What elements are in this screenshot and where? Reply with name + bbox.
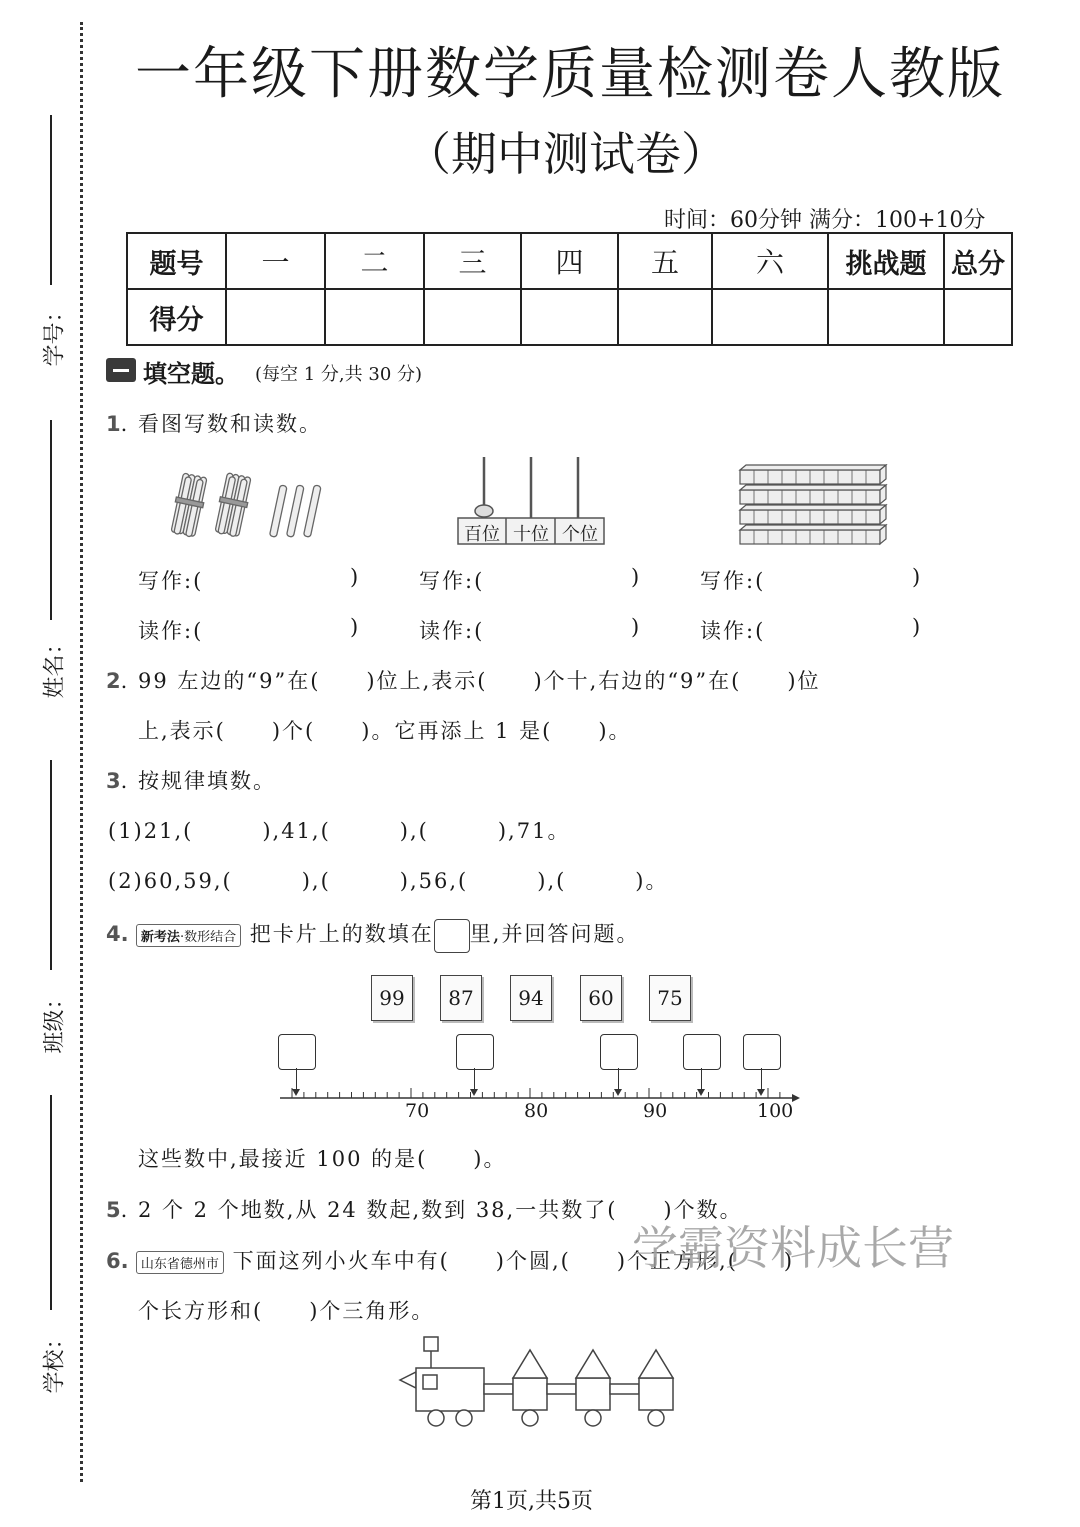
number-card: 60 xyxy=(580,975,622,1021)
score-header-cell: 一 xyxy=(226,233,325,289)
question-6: 6. 山东省德州市 下面这列小火车中有( )个圆,( )个正方形,( ) xyxy=(106,1249,795,1273)
axis-label-100: 100 xyxy=(757,1100,794,1122)
section-title: 填空题。 xyxy=(143,360,239,388)
score-table-header-row xyxy=(127,233,1012,289)
write-label-1: 写作:( xyxy=(138,569,204,593)
read-close-1: ) xyxy=(350,615,361,639)
class-line xyxy=(50,760,52,970)
read-close-2: ) xyxy=(631,615,642,639)
question-2-line-2: 上,表示( )个( )。它再添上 1 是( )。 xyxy=(138,719,632,743)
new-method-tag-main: 新考法 xyxy=(140,930,180,945)
question-text: . 99 左边的“9”在( )位上,表示( )个十,右边的“9”在( )位 xyxy=(120,669,821,693)
time-info: 时间：60分钟 满分：100+10分 xyxy=(664,208,986,233)
score-cell[interactable] xyxy=(325,289,424,345)
number-card: 99 xyxy=(371,975,413,1021)
number-line-answer-box[interactable] xyxy=(456,1034,494,1070)
question-number: 5 xyxy=(106,1198,121,1222)
number-line-answer-box[interactable] xyxy=(743,1034,781,1070)
question-6-line-2: 个长方形和( )个三角形。 xyxy=(138,1299,435,1323)
score-header-cell: 挑战题 xyxy=(828,233,944,289)
score-cell[interactable] xyxy=(618,289,712,345)
question-number: 1 xyxy=(106,412,121,436)
question-1 xyxy=(106,408,322,438)
number-line-answer-box[interactable] xyxy=(683,1034,721,1070)
question-4-ask: 这些数中,最接近 100 的是( )。 xyxy=(138,1147,507,1171)
write-close-1: ) xyxy=(350,565,361,589)
school-label: 学校： xyxy=(42,1327,68,1394)
score-cell[interactable] xyxy=(944,289,1012,345)
question-text: 下面这列小火车中有( )个圆,( )个正方形,( ) xyxy=(223,1249,795,1273)
question-text: 把卡片上的数填在 xyxy=(241,922,434,946)
read-label-1: 读作:( xyxy=(138,619,204,643)
question-3-part-2: (2)60,59,( ),( ),56,( ),( )。 xyxy=(108,869,669,893)
new-method-tag-sub: ·数形结合 xyxy=(179,930,237,945)
block-slabs-image xyxy=(738,464,888,548)
question-number: 2 xyxy=(106,669,121,693)
question-text-2: 里,并回答问题。 xyxy=(469,922,640,946)
question-2 xyxy=(106,665,821,695)
score-table-score-row xyxy=(127,289,1012,345)
number-card: 75 xyxy=(649,975,691,1021)
page-title: 一年级下册数学质量检测卷人教版 xyxy=(135,42,1005,107)
section-one-icon xyxy=(106,358,136,382)
score-cell[interactable] xyxy=(226,289,325,345)
score-header-cell: 二 xyxy=(325,233,424,289)
score-row-label: 得分 xyxy=(127,289,226,345)
score-cell[interactable] xyxy=(424,289,521,345)
question-3 xyxy=(106,765,276,795)
name-line xyxy=(50,420,52,620)
fill-box-symbol xyxy=(434,919,470,953)
read-label-3: 读作:( xyxy=(700,619,766,643)
axis-label-80: 80 xyxy=(524,1100,549,1122)
score-table xyxy=(126,232,1013,346)
new-method-tag xyxy=(136,924,241,947)
axis-label-90: 90 xyxy=(643,1100,668,1122)
question-text: . 按规律填数。 xyxy=(120,769,276,793)
score-cell[interactable] xyxy=(521,289,618,345)
question-number: 4 xyxy=(106,922,121,946)
abacus-label-tens: 十位 xyxy=(513,524,549,545)
binding-dashed-line xyxy=(80,22,83,1482)
read-close-3: ) xyxy=(912,615,923,639)
student-no-line xyxy=(50,115,52,285)
score-header-cell: 总分 xyxy=(944,233,1012,289)
score-header-cell: 六 xyxy=(712,233,828,289)
score-header-cell: 四 xyxy=(521,233,618,289)
region-tag: 山东省德州市 xyxy=(136,1251,224,1274)
question-text: . 2 个 2 个地数,从 24 数起,数到 38,一共数了( )个数。 xyxy=(120,1198,743,1222)
abacus-label-ones: 个位 xyxy=(562,524,598,545)
score-cell[interactable] xyxy=(828,289,944,345)
stick-bundles-image xyxy=(165,470,335,545)
student-no-label: 学号： xyxy=(42,300,68,367)
class-label: 班级： xyxy=(42,987,68,1054)
score-header-cell: 五 xyxy=(618,233,712,289)
number-line-answer-box[interactable] xyxy=(600,1034,638,1070)
question-text: . 看图写数和读数。 xyxy=(120,412,322,436)
score-header-cell: 题号 xyxy=(127,233,226,289)
page-subtitle: （期中测试卷） xyxy=(405,127,727,181)
question-4: 4. 新考法·数形结合 把卡片上的数填在 里,并回答问题。 xyxy=(106,918,639,953)
write-label-2: 写作:( xyxy=(419,569,485,593)
write-close-2: ) xyxy=(631,565,642,589)
question-3-part-1: (1)21,( ),41,( ),( ),71。 xyxy=(108,819,571,843)
number-card: 87 xyxy=(440,975,482,1021)
score-header-cell: 三 xyxy=(424,233,521,289)
number-card: 94 xyxy=(510,975,552,1021)
question-number: 6 xyxy=(106,1249,121,1273)
watermark: 学霸资料成长营 xyxy=(632,1221,954,1275)
axis-label-70: 70 xyxy=(405,1100,430,1122)
write-close-3: ) xyxy=(912,565,923,589)
school-line xyxy=(50,1095,52,1310)
number-line-answer-box[interactable] xyxy=(278,1034,316,1070)
train-image xyxy=(395,1332,685,1432)
write-label-3: 写作:( xyxy=(700,569,766,593)
section-note: (每空 1 分,共 30 分) xyxy=(255,364,423,385)
question-number: 3 xyxy=(106,769,121,793)
page-footer: 第1页,共5页 xyxy=(470,1489,593,1514)
score-cell[interactable] xyxy=(712,289,828,345)
abacus-label-hundreds: 百位 xyxy=(464,524,500,545)
read-label-2: 读作:( xyxy=(419,619,485,643)
name-label: 姓名： xyxy=(42,632,68,699)
